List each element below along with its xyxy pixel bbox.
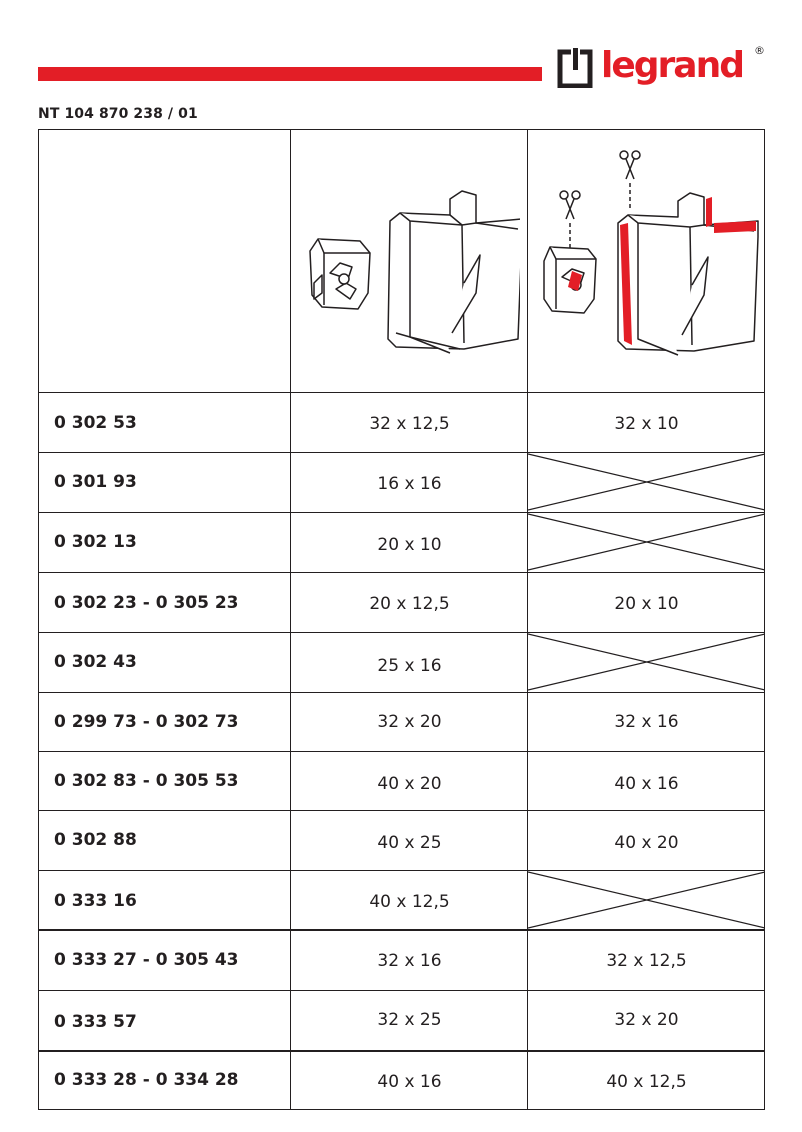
table-row-code: 0 333 28 - 0 334 28	[54, 1070, 239, 1090]
row-divider	[38, 990, 765, 991]
table-row-dim-a: 20 x 12,5	[369, 594, 450, 614]
table-row-dim-a: 20 x 10	[377, 535, 442, 555]
table-row-code: 0 302 43	[54, 652, 137, 672]
table-row-dim-a: 32 x 25	[377, 1010, 442, 1030]
registered-mark: ®	[754, 44, 765, 57]
table-row-dim-b: 40 x 16	[614, 774, 679, 794]
table-row-code: 0 333 16	[54, 891, 137, 911]
header-red-bar	[38, 67, 542, 81]
not-applicable-cross	[528, 632, 765, 692]
table-row-code: 0 302 83 - 0 305 53	[54, 771, 239, 791]
table-row-code: 0 302 53	[54, 413, 137, 433]
table-row-dim-a: 40 x 20	[377, 774, 442, 794]
elbow-illustration-cut	[536, 145, 760, 361]
table-row-dim-b: 20 x 10	[614, 594, 679, 614]
table-row-dim-a: 16 x 16	[377, 474, 442, 494]
row-divider	[38, 392, 765, 393]
elbow-illustration-standard	[300, 143, 520, 359]
not-applicable-cross	[528, 870, 765, 930]
table-row-dim-a: 25 x 16	[377, 656, 442, 676]
table-row-dim-a: 32 x 12,5	[369, 414, 450, 434]
table-row-dim-b: 32 x 12,5	[606, 951, 687, 971]
row-divider	[38, 1050, 765, 1052]
table-row-dim-b: 32 x 20	[614, 1010, 679, 1030]
table-row-dim-b: 40 x 12,5	[606, 1072, 687, 1092]
row-divider	[38, 751, 765, 752]
table-row-dim-a: 32 x 20	[377, 712, 442, 732]
legrand-mark-icon	[557, 48, 597, 88]
not-applicable-cross	[528, 452, 765, 512]
table-row-code: 0 333 27 - 0 305 43	[54, 950, 239, 970]
legrand-logo	[557, 44, 767, 96]
cut-elbow-with-scissors-icon	[536, 145, 760, 357]
compatibility-table	[38, 129, 765, 1110]
table-row-code: 0 302 23 - 0 305 23	[54, 593, 239, 613]
row-divider	[38, 810, 765, 811]
table-row-dim-a: 40 x 25	[377, 833, 442, 853]
table-row-code: 0 301 93	[54, 472, 137, 492]
table-row-dim-a: 32 x 16	[377, 951, 442, 971]
row-divider	[38, 692, 765, 693]
table-row-code: 0 302 13	[54, 532, 137, 552]
table-row-code: 0 299 73 - 0 302 73	[54, 712, 239, 732]
table-row-dim-a: 40 x 16	[377, 1072, 442, 1092]
table-row-code: 0 333 57	[54, 1012, 137, 1032]
table-row-code: 0 302 88	[54, 830, 137, 850]
table-row-dim-b: 40 x 20	[614, 833, 679, 853]
not-applicable-cross	[528, 512, 765, 572]
brand-wordmark: legrand	[601, 45, 743, 86]
document-reference: NT 104 870 238 / 01	[38, 106, 198, 122]
table-row-dim-b: 32 x 10	[614, 414, 679, 434]
row-divider	[38, 572, 765, 573]
table-row-dim-b: 32 x 16	[614, 712, 679, 732]
table-row-dim-a: 40 x 12,5	[369, 892, 450, 912]
flat-angle-elbow-icon	[300, 143, 520, 355]
